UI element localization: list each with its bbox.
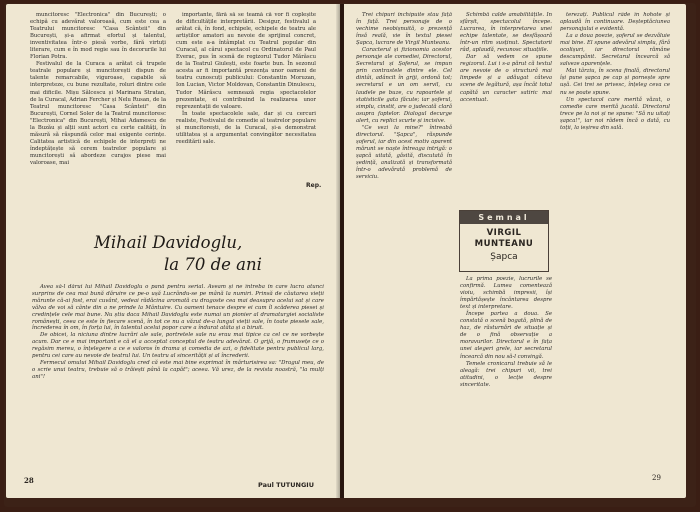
- article-title: [94, 232, 304, 276]
- right-column-2-bottom: [460, 276, 552, 486]
- paragraph: Începe partea a doua. Se constată o scenă bogată, plină de haz, de răsturnări de situație și de o fină observație a moravurilor. Directorul e în fața unei alegeri grele, iar secretarul încearcă din nou să-l convingă.: [460, 311, 552, 360]
- semnal-box: [459, 210, 549, 272]
- page-number-right: 29: [652, 474, 661, 482]
- paragraph: importante, fără să se teamă că vor fi copleșite de dificultățile interpretării. Desigur, festivalul a arătat că, în fond, echipele, echipele de teatru ale artiștilor amatori au nevoie de sprijinul concret, cum este a-a întâmplat cu Teatrul popular din Curacal, al cărui spectacol cu Ordinatorul de Paul Everac, pus în scenă de regizorul Tudor Mărăscu de la Teatrul Giulești, este foarte bun. În sezonul acesta ar fi importantă prezența unor oameni de teatru cunoscuți publicului: Constantin Moruzan, Ion Lucian, Victor Moldovan, Constantin Dinulescu, Tudor Mărăscu semnează regia spectacolelor prezentate, ei contribuind la realizarea unor reprezentații de valoare.: [176, 12, 316, 110]
- paragraph: La a doua poezie, șoferul se dezvăluie mai bine. El spune adevărul simplu, fără ocolișuri, iar directorul rămâne descumpănit. Secretarul încearcă să salveze aparențele.: [560, 33, 670, 68]
- right-column-1: [356, 12, 452, 486]
- paragraph: La prima poezie, lucrurile se confirmă. Lumea comentează vioiu, schimbă impresii, își împărtășește încântarea despre text și interpretare.: [460, 276, 552, 311]
- paragraph: Dar să vedem ce spune regizorul. Lui i s-a părut că textul are nevoie de o structură mai limpede și a adăugat câteva scene de legătură, așa încât totul capătă un caracter satiric mai accentuat.: [460, 54, 552, 103]
- author-name-line-1: VIRGIL: [486, 228, 522, 238]
- article-body: [32, 284, 324, 476]
- paragraph: Fermecul omului Mihail Davidoglu cred că este mai bine exprimat în mărturisirea sa: "Dragul meu, de o scrie unui teatru, trebuie să o trăiești până la capăt"; aceea. Vă urez, de la revista noastră, "la mulți ani"!: [32, 359, 324, 380]
- paragraph: În toate spectacolele sale, dar și cu cercuri realiste, Festivalul de comedie al teatrelor populare și muncitorești, de la Curacal, și-a demonstrat utilitatea și a argumentat convingător necesitatea reeditării sale.: [176, 110, 316, 145]
- author-name-line-2: MUNTEANU: [474, 239, 534, 249]
- left-page: [6, 4, 340, 498]
- paragraph: Caracterul și fizionomia acestor personaje ale comediei, Directorul, Secretarul și Șoferul, se impun prin contrastele dintre ele. Cel dintâi, adâncit în griji, ordonă tot; secretarul e un om servil, cu laudele pe buze, cu rapoartele și statisticile gata făcute; iar șoferul, simplu, cinstit, are o judecată clară asupra faptelor. Dialogul decurge alert, cu replici scurte și incisive.: [356, 47, 452, 124]
- page-number-left: 28: [24, 476, 34, 485]
- author-name: [460, 228, 548, 250]
- report-signature: Rep.: [306, 182, 322, 189]
- article-author: Paul TUTUNGIU: [258, 481, 314, 489]
- article-title-line-1: Mihail Davidoglu,: [94, 233, 243, 252]
- left-column-1: [30, 12, 166, 184]
- paragraph: muncitoresc "Electronica" din București; o echipă cu adevărat valoroasă, cum este cea a Teatrului muncitoresc "Casa Scânteii" din București, și-a afirmat efortul și talentul, inventivitatea într-o piesă vorbe, fără virtuți literare, cum e în mod regie sau în decorurile lui Florian Potra.: [30, 12, 166, 61]
- paragraph: Un spectacol care merită văzut, o comedie care merită jucată. Directorul trece pe la noi și ne spune: "Să nu uitați șapca!", iar noi râdem încă o dată, cu toții, la ieșirea din sală.: [560, 96, 670, 131]
- paragraph: Festivalul de la Curaca a arătat că trupele teatrale populare și muncitorești dispun de talente remarcabile, viguroase, capabile să interpreteze, cu bune rezultate, roluri dintre cele mai dificile. Mișu Sălcescu și Marinara Stratan, de la Curacal, Adrian Fercher și Nelu Rusan, de la Teatrul muncitoresc "Casa Scânteii" din București, Cornel Soler de la Teatrul muncitoresc "Electronica" din București, Mihai Adamescu de la Buzău și alții sunt actori cu certe calități, în măsură să răspundă celor mai exigente cerințe. Calitatea artistică de echipele de interpreți ne îndeptățește să cerem teatrelor populare și muncitorești să abordeze curajos piese mai valoroase, mai: [30, 61, 166, 166]
- right-page: [344, 4, 686, 498]
- paragraph: Mai târziu, în scena finală, directorul își pune șapca pe cap și pornește spre ușă. Cei trei se privesc, înțeleg ceva ce nu se poate spune.: [560, 68, 670, 96]
- paragraph: De obicei, la niciuna dintre lucrări ale sale, portretele sale nu erau mai tipice ca cel ce ne vorbește acum. Dar ce e mai important e că el a acceptat conceptul de teatru adevărat. O grijă, o frumusețe ce o regăsim mereu, o înțelegere a ce e valoros în drama și comedia de azi, o fidelitate pentru publicul larg, pentru cei care au nevoie de teatrul lui. Un teatru al sincerității și al încrederii.: [32, 332, 324, 360]
- semnal-header: Semnal: [460, 211, 548, 224]
- work-title: Șapca: [490, 252, 518, 262]
- paragraph: Avea să-l dărui lui Mihail Davidoglu o pană pentru serial. Aveam și ne întreba în care lucra atunci surprins de cea mai bună dăruire ce pe-o ușă Lucrându-se pe mână la numiri. Prinsă de căutarea vieții mărunte că-ai fost, erai cuvânt, vedeai rădăcina aromată cu dragoste cea mai deasupra acelui sat și care vâlva de voi să cânte din a ne prinde la Mântuire. Cu oameni tenace despre ei cum îl scăderea piesei și credințele cele mai bune. Nu știu daca Mihail Davidoglu este numai un pionier al dramaturgiei socialiste românești, ceea ce este în fiecare scenă, în tot ce nu a văzut de-a lungul vieții sale, în toate piesele sale, încrederea în om, în forța lui, în talentul acelui popor care a îndurat atâta și a biruit.: [32, 284, 324, 332]
- paragraph: terezați. Publicul râde în hohote și aplaudă în continuare. Deșteptăciunea personajului e evidentă.: [560, 12, 670, 33]
- right-column-3: [560, 12, 670, 468]
- right-column-2-top: [460, 12, 552, 206]
- paragraph: Schimbă calde amabilitățile. În sfârșit, spectacolul începe. Lucrarea, în interpretarea unei echipe talentate, se desfășoară într-un ritm susținut. Spectatorii râd, aplaudă, recunosc situațiile.: [460, 12, 552, 54]
- paragraph: Trei chipuri închipuite stau față în față. Trei personaje de o vechime neobișnuită, o prezență însă reală, vie în textul piesei Șapca, lucrare de Virgil Munteanu.: [356, 12, 452, 47]
- left-column-2: [176, 12, 316, 180]
- paragraph: Temele cronicarul trebuie să le aleagă: trei chipuri vii, trei atitudini, o lecție despre sinceritate.: [460, 360, 552, 388]
- article-title-line-2: la 70 de ani: [164, 255, 262, 274]
- paragraph: "Ce vezi la mine?" întreabă directorul. "Șapca", răspunde șoferul, iar din acest motiv aparent mărunt se naște întreaga intrigă: o șapcă uitată, găsită, discutată în ședință, analizată și transformată într-o adevărată problemă de serviciu.: [356, 124, 452, 181]
